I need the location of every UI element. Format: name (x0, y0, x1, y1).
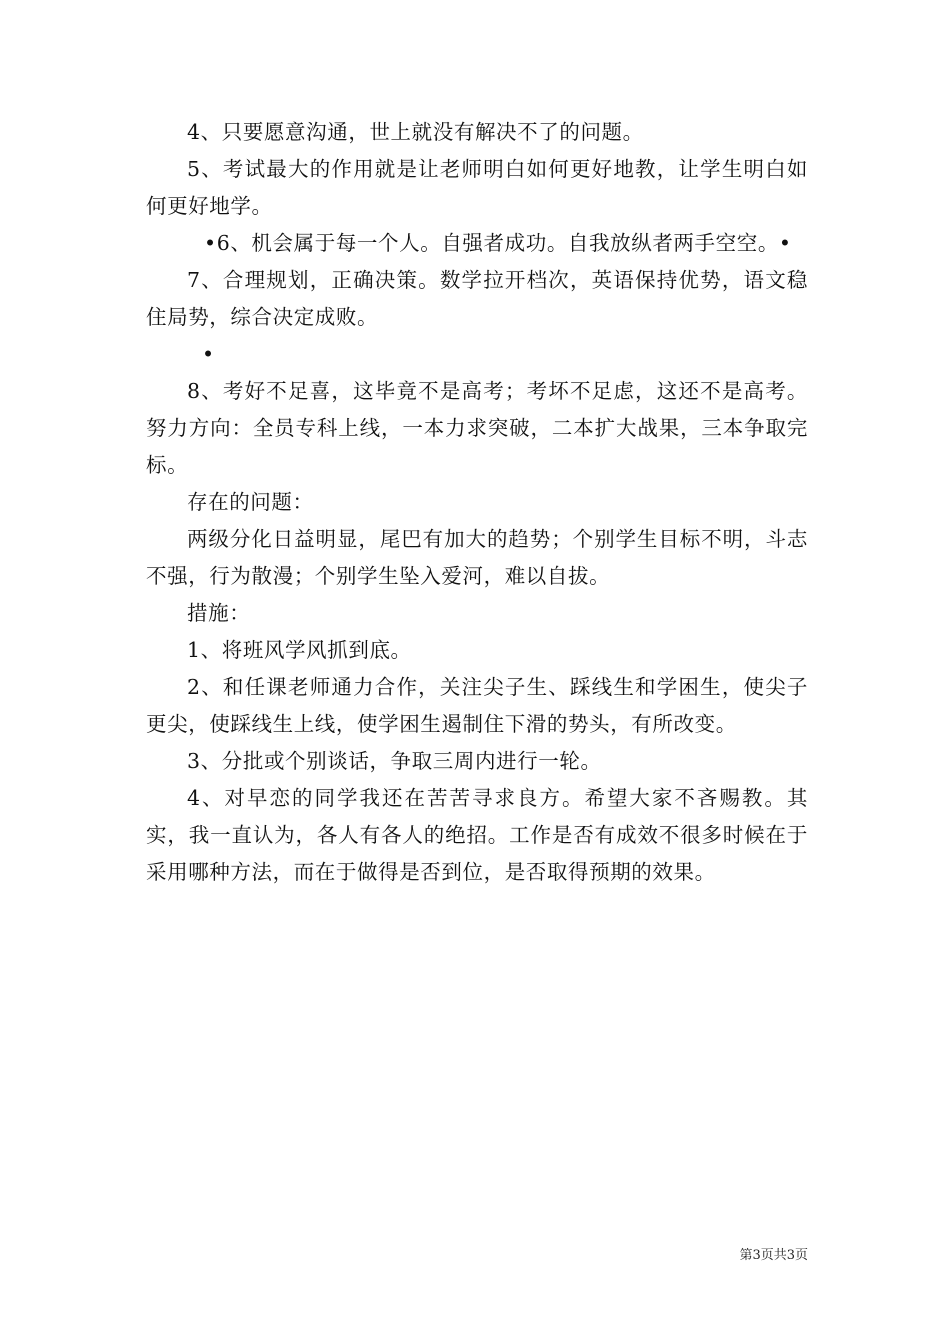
paragraph-problems: 两级分化日益明显，尾巴有加大的趋势；个别学生目标不明，斗志不强，行为散漫；个别学生坠入爱河，难以自拔。 (146, 527, 808, 588)
document-body (146, 114, 808, 891)
measure-item-3: 3、分批或个别谈话，争取三周内进行一轮。 (187, 749, 602, 773)
paragraph-bullet: • (202, 342, 215, 366)
section-heading-measures: 措施： (187, 601, 251, 625)
paragraph-item-4-communication: 4、只要愿意沟通，世上就没有解决不了的问题。 (187, 120, 644, 144)
paragraph-item-7-planning: 7、合理规划，正确决策。数学拉开档次，英语保持优势，语文稳住局势，综合决定成败。 (146, 268, 808, 329)
paragraph-item-6-opportunity: •6、机会属于每一个人。自强者成功。自我放纵者两手空空。• (204, 231, 792, 255)
measure-item-4: 4、对早恋的同学我还在苦苦寻求良方。希望大家不吝赐教。其实，我一直认为，各人有各人的绝招。工作是否有成效不很多时候在于采用哪种方法，而在于做得是否到位，是否取得预期的效果。 (146, 786, 808, 884)
measure-item-1: 1、将班风学风抓到底。 (187, 638, 412, 662)
page-number-footer: 第3页共3页 (739, 1248, 808, 1263)
paragraph-item-5-exam-purpose: 5、考试最大的作用就是让老师明白如何更好地教，让学生明白如何更好地学。 (146, 157, 808, 218)
paragraph-item-8-goals: 8、考好不足喜，这毕竟不是高考；考坏不足虑，这还不是高考。努力方向：全员专科上线，一本力求突破，二本扩大战果，三本争取完标。 (146, 379, 808, 477)
measure-item-2: 2、和任课老师通力合作，关注尖子生、踩线生和学困生，使尖子更尖，使踩线生上线，使学困生遏制住下滑的势头，有所改变。 (146, 675, 808, 736)
section-heading-problems: 存在的问题： (187, 490, 314, 514)
